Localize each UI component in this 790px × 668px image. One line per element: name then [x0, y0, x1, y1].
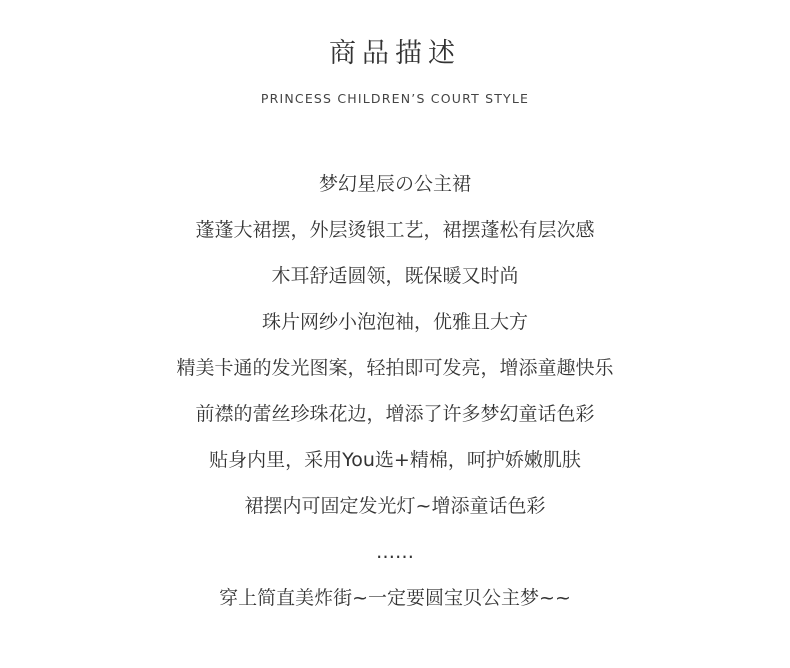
description-line: 珠片网纱小泡泡袖，优雅且大方 — [261, 311, 528, 333]
description-line: 梦幻星辰の公主裙 — [318, 173, 471, 195]
page-subtitle: PRINCESS CHILDREN’S COURT STYLE — [260, 91, 530, 106]
description-line: 木耳舒适圆领，既保暖又时尚 — [271, 265, 519, 287]
description-line: 穿上简直美炸街~一定要圆宝贝公主梦~~ — [219, 587, 571, 609]
description-ellipsis: …… — [376, 541, 414, 563]
description-line: 蓬蓬大裙摆，外层烫银工艺，裙摆蓬松有层次感 — [195, 219, 595, 241]
description-line: 前襟的蕾丝珍珠花边，增添了许多梦幻童话色彩 — [195, 403, 595, 425]
description-line: 贴身内里，采用You选+精棉，呵护娇嫩肌肤 — [209, 449, 581, 471]
description-line: 精美卡通的发光图案，轻拍即可发亮，增添童趣快乐 — [176, 357, 614, 379]
page-title: 商品描述 — [329, 38, 461, 69]
description-list — [0, 168, 790, 628]
description-line: 裙摆内可固定发光灯~增添童话色彩 — [244, 495, 546, 517]
